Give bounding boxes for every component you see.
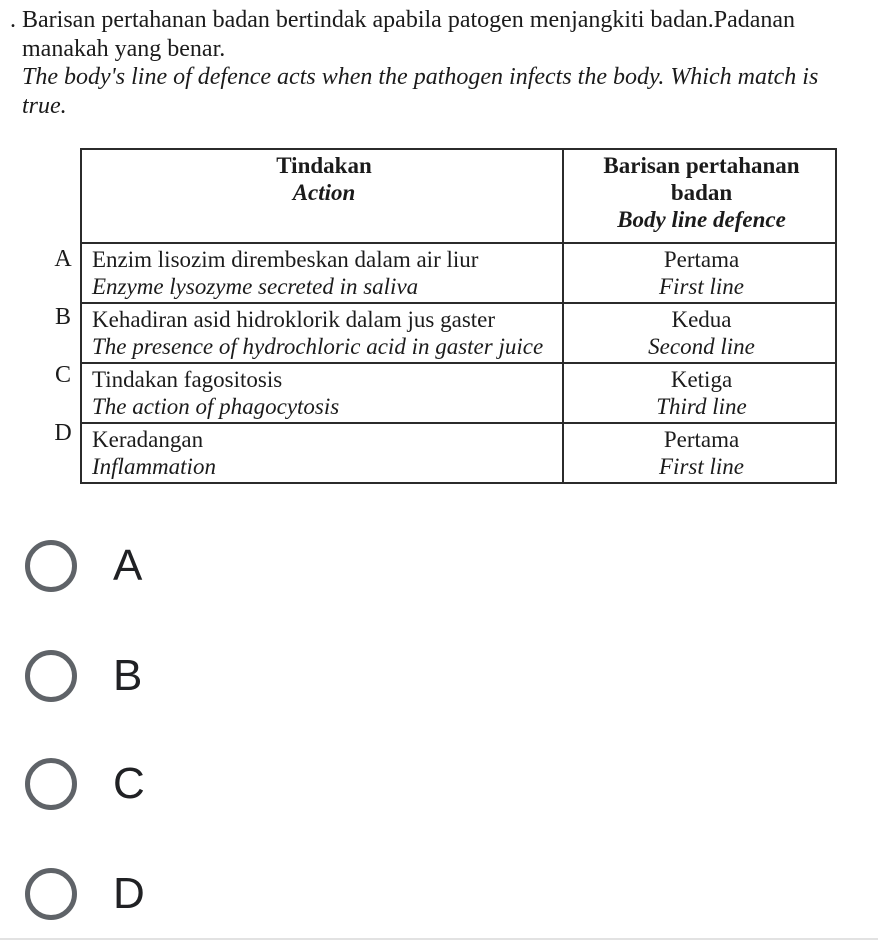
option-c[interactable]: [0, 756, 145, 812]
row-letter-d: D: [54, 420, 72, 446]
bottom-divider: [0, 938, 878, 940]
question-line-english-1: The body's line of defence acts when the pathogen infects the body. Which match is: [22, 64, 819, 90]
table-header-action: [81, 149, 563, 243]
question-line-english-2: true.: [22, 92, 67, 119]
row-d-action-english: Inflammation: [92, 454, 216, 479]
row-c-defence-english: Third line: [656, 394, 747, 419]
row-letter-b: B: [54, 304, 71, 330]
table-row-b: [81, 303, 836, 363]
question-line-malay-1: . Barisan pertahanan badan bertindak apabila patogen menjangkiti badan.Padanan: [10, 7, 796, 33]
header-defence-malay-2: badan: [670, 180, 733, 205]
option-a[interactable]: [0, 538, 142, 594]
row-a-action-english: Enzyme lysozyme secreted in saliva: [92, 274, 419, 299]
header-defence-malay-1: Barisan pertahanan: [603, 153, 800, 178]
row-c-defence-malay: Ketiga: [670, 367, 733, 392]
question-table: [80, 148, 837, 484]
option-c-label: C: [113, 759, 145, 808]
row-letter-a: A: [54, 246, 72, 272]
row-letter-c: C: [54, 362, 71, 388]
table-header-defence: [563, 149, 836, 243]
radio-button-icon[interactable]: [25, 758, 77, 810]
option-b[interactable]: [0, 648, 142, 704]
table-header-row: [81, 149, 836, 243]
radio-button-icon[interactable]: [25, 540, 77, 592]
row-a-defence-english: First line: [659, 274, 744, 299]
row-b-defence-malay: Kedua: [671, 307, 732, 332]
question-text: [10, 6, 868, 120]
row-d-defence-english: First line: [659, 454, 744, 479]
row-b-action-malay: Kehadiran asid hidroklorik dalam jus gaster: [92, 307, 496, 332]
radio-button-icon[interactable]: [25, 868, 77, 920]
row-a-action-cell: [81, 243, 563, 303]
option-b-label: B: [113, 651, 143, 700]
row-c-action-malay: Tindakan fagositosis: [92, 367, 283, 392]
row-a-defence-malay: Pertama: [663, 247, 740, 272]
question-line-malay-2: manakah yang benar.: [22, 35, 226, 62]
question-table-area: [46, 148, 837, 484]
row-b-defence-english: Second line: [648, 334, 755, 359]
row-d-defence-cell: [563, 423, 836, 483]
header-action-malay: Tindakan: [276, 153, 372, 178]
row-d-action-cell: [81, 423, 563, 483]
row-b-defence-cell: [563, 303, 836, 363]
row-d-action-malay: Keradangan: [92, 427, 204, 452]
letter-column-spacer: [46, 148, 80, 244]
row-a-defence-cell: [563, 243, 836, 303]
table-row-d: [81, 423, 836, 483]
row-c-defence-cell: [563, 363, 836, 423]
option-a-label: A: [113, 541, 143, 590]
table-row-a: [81, 243, 836, 303]
option-d[interactable]: [0, 866, 145, 922]
radio-button-icon[interactable]: [25, 650, 77, 702]
header-defence-english: Body line defence: [617, 207, 786, 232]
row-letter-column: [46, 148, 80, 476]
row-b-action-cell: [81, 303, 563, 363]
row-d-defence-malay: Pertama: [663, 427, 740, 452]
row-b-action-english: The presence of hydrochloric acid in gaster juice: [92, 334, 544, 359]
row-a-action-malay: Enzim lisozim dirembeskan dalam air liur: [92, 247, 479, 272]
header-action-english: Action: [292, 180, 356, 205]
option-d-label: D: [113, 869, 145, 918]
table-row-c: [81, 363, 836, 423]
row-c-action-cell: [81, 363, 563, 423]
row-c-action-english: The action of phagocytosis: [92, 394, 340, 419]
